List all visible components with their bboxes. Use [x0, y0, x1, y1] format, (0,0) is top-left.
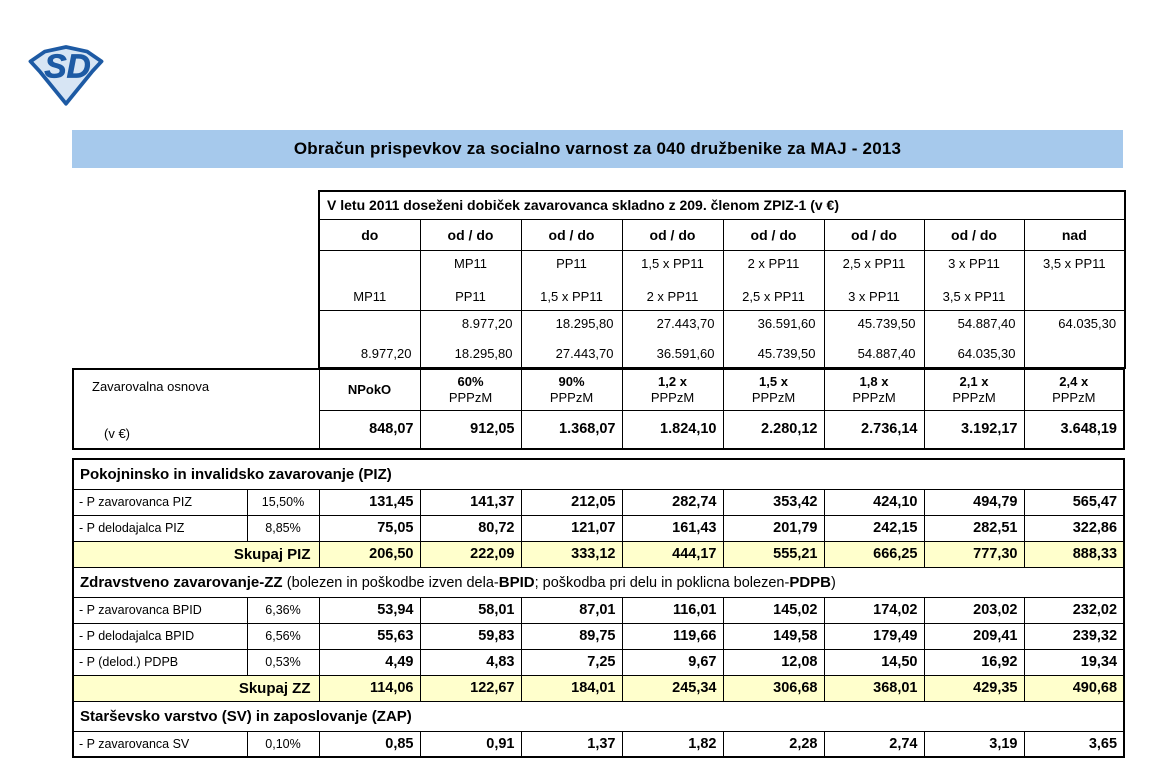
range-upper-value: MP11 — [454, 255, 487, 271]
contribution-amount-cell: 9,67 — [622, 649, 723, 675]
contribution-amount-cell: 322,86 — [1024, 515, 1124, 541]
base-column-header — [824, 369, 924, 410]
range-lower-value: 64.035,30 — [957, 346, 1016, 361]
contributions-table — [72, 458, 1125, 758]
contribution-amount-cell: 0,85 — [319, 731, 420, 757]
range-amounts-cell — [824, 310, 924, 368]
insurance-base-label: Zavarovalna osnova — [92, 379, 210, 394]
total-amount-cell: 333,12 — [521, 541, 622, 567]
range-lower-value: MP11 — [353, 288, 387, 304]
contribution-amount-cell: 55,63 — [319, 623, 420, 649]
base-amount-cell: 912,05 — [420, 410, 521, 449]
insurance-base-unit: (v €) — [104, 426, 130, 441]
range-upper-value — [328, 316, 412, 331]
contribution-amount-cell: 87,01 — [521, 597, 622, 623]
range-upper-value: 64.035,30 — [1058, 315, 1117, 331]
contribution-amount-cell: 145,02 — [723, 597, 824, 623]
contribution-amount-cell: 58,01 — [420, 597, 521, 623]
range-label: od / do — [723, 219, 824, 250]
profit-ranges-table — [318, 190, 1126, 369]
range-upper-value: 54.887,40 — [957, 315, 1016, 331]
contribution-rate: 0,53% — [247, 649, 319, 675]
section-title-bold-segment: BPID — [498, 573, 535, 591]
total-amount-cell: 429,35 — [924, 675, 1024, 701]
insurance-base-table — [72, 368, 1125, 450]
range-amounts-cell — [1024, 310, 1125, 368]
base-column-unit: PPPzM — [549, 390, 594, 406]
logo-letters: SD — [44, 48, 91, 86]
contribution-amount-cell: 116,01 — [622, 597, 723, 623]
range-upper-value: 36.591,60 — [757, 315, 816, 331]
base-amount-cell: 2.736,14 — [824, 410, 924, 449]
total-row — [73, 675, 1124, 701]
contribution-rate: 15,50% — [247, 489, 319, 515]
contribution-label: - P delodajalca BPID — [73, 623, 247, 649]
contribution-amount-cell: 232,02 — [1024, 597, 1124, 623]
range-upper-value: PP11 — [556, 255, 587, 271]
contribution-amount-cell: 14,50 — [824, 649, 924, 675]
contribution-amount-cell: 141,37 — [420, 489, 521, 515]
base-column-multiplier: 1,8 x — [859, 374, 889, 390]
total-label: Skupaj ZZ — [73, 675, 319, 701]
base-column-multiplier: 60% — [457, 374, 484, 390]
contribution-label: - P (delod.) PDPB — [73, 649, 247, 675]
contribution-amount-cell: 174,02 — [824, 597, 924, 623]
range-lower-value: 1,5 x PP11 — [540, 288, 603, 304]
total-amount-cell: 184,01 — [521, 675, 622, 701]
sd-diamond-logo-icon — [28, 44, 104, 106]
base-column-header — [622, 369, 723, 410]
contribution-rate: 0,10% — [247, 731, 319, 757]
contribution-amount-cell: 59,83 — [420, 623, 521, 649]
range-lower-value: 54.887,40 — [857, 346, 916, 361]
contribution-amount-cell: 121,07 — [521, 515, 622, 541]
contribution-amount-cell: 12,08 — [723, 649, 824, 675]
total-label: Skupaj PIZ — [73, 541, 319, 567]
base-column-multiplier: 2,1 x — [959, 374, 989, 390]
contribution-rate: 6,56% — [247, 623, 319, 649]
total-amount-cell: 777,30 — [924, 541, 1024, 567]
range-lower-value — [1033, 289, 1117, 304]
total-amount-cell: 306,68 — [723, 675, 824, 701]
company-logo — [28, 44, 104, 111]
base-column-unit: PPPzM — [650, 390, 695, 406]
base-column-unit: PPPzM — [751, 390, 796, 406]
contribution-amount-cell: 3,65 — [1024, 731, 1124, 757]
range-amounts-cell — [420, 310, 521, 368]
range-lower-value: 18.295,80 — [454, 346, 513, 361]
contribution-amount-cell: 282,51 — [924, 515, 1024, 541]
contribution-amount-cell: 89,75 — [521, 623, 622, 649]
contribution-amount-cell: 242,15 — [824, 515, 924, 541]
range-amounts-cell — [924, 310, 1024, 368]
insurance-base-label-cell — [73, 369, 319, 449]
total-amount-cell: 245,34 — [622, 675, 723, 701]
contribution-amount-cell: 3,19 — [924, 731, 1024, 757]
base-column-unit: PPPzM — [952, 390, 996, 406]
range-label: od / do — [521, 219, 622, 250]
base-column-unit: PPPzM — [852, 390, 896, 406]
section-title-normal-segment: (bolezen in poškodbe izven dela- — [286, 574, 499, 591]
contribution-amount-cell: 149,58 — [723, 623, 824, 649]
section-title — [73, 459, 1124, 489]
range-upper-value — [328, 256, 412, 271]
base-column-multiplier: 2,4 x — [1059, 374, 1089, 390]
section-title-bold-segment: Pokojninsko in invalidsko zavarovanje (PIZ) — [80, 465, 392, 483]
contribution-amount-cell: 7,25 — [521, 649, 622, 675]
page-title: Obračun prispevkov za socialno varnost za 040 družbenike za MAJ - 2013 — [72, 130, 1123, 168]
range-bounds-cell — [521, 250, 622, 310]
total-row — [73, 541, 1124, 567]
contribution-amount-cell: 0,91 — [420, 731, 521, 757]
contribution-amount-cell: 119,66 — [622, 623, 723, 649]
contribution-rate: 6,36% — [247, 597, 319, 623]
base-amount-cell: 1.824,10 — [622, 410, 723, 449]
total-amount-cell: 368,01 — [824, 675, 924, 701]
base-column-unit: PPPzM — [1052, 390, 1096, 406]
range-bounds-cell — [319, 250, 420, 310]
base-column-header — [924, 369, 1024, 410]
range-lower-value: 27.443,70 — [555, 346, 614, 361]
contribution-amount-cell: 565,47 — [1024, 489, 1124, 515]
contribution-amount-cell: 53,94 — [319, 597, 420, 623]
base-column-header — [723, 369, 824, 410]
range-label: od / do — [420, 219, 521, 250]
range-lower-value: 8.977,20 — [360, 346, 412, 361]
base-amount-cell: 3.192,17 — [924, 410, 1024, 449]
range-upper-value: 45.739,50 — [857, 315, 916, 331]
range-bounds-cell — [723, 250, 824, 310]
base-amount-cell: 848,07 — [319, 410, 420, 449]
base-column-header — [521, 369, 622, 410]
range-label: do — [319, 219, 420, 250]
contribution-label: - P zavarovanca PIZ — [73, 489, 247, 515]
range-upper-value: 18.295,80 — [555, 315, 614, 331]
contribution-amount-cell: 4,83 — [420, 649, 521, 675]
range-bounds-cell — [1024, 250, 1125, 310]
base-column-header — [420, 369, 521, 410]
contribution-amount-cell: 1,82 — [622, 731, 723, 757]
range-upper-value: 8.977,20 — [461, 315, 513, 331]
range-lower-value: 2 x PP11 — [646, 288, 699, 304]
base-column-multiplier: 1,5 x — [759, 374, 788, 390]
total-amount-cell: 555,21 — [723, 541, 824, 567]
contribution-amount-cell: 424,10 — [824, 489, 924, 515]
section-title — [73, 701, 1124, 731]
range-amounts-cell — [521, 310, 622, 368]
range-upper-value: 3 x PP11 — [948, 255, 1000, 271]
range-upper-value: 3,5 x PP11 — [1042, 255, 1106, 271]
range-bounds-cell — [622, 250, 723, 310]
contribution-amount-cell: 1,37 — [521, 731, 622, 757]
contribution-amount-cell: 161,43 — [622, 515, 723, 541]
section-title-normal-segment: ) — [831, 574, 836, 591]
range-upper-value: 2 x PP11 — [747, 255, 800, 271]
contribution-amount-cell: 19,34 — [1024, 649, 1124, 675]
contribution-amount-cell: 212,05 — [521, 489, 622, 515]
base-column-header — [1024, 369, 1124, 410]
total-amount-cell: 444,17 — [622, 541, 723, 567]
base-column-header — [319, 369, 420, 410]
section-title-bold-segment: Zdravstveno zavarovanje-ZZ — [80, 573, 287, 591]
contribution-amount-cell: 494,79 — [924, 489, 1024, 515]
range-amounts-cell — [319, 310, 420, 368]
total-amount-cell: 222,09 — [420, 541, 521, 567]
section-title-normal-segment: ; poškodba pri delu in poklicna bolezen- — [534, 574, 790, 591]
contribution-amount-cell: 131,45 — [319, 489, 420, 515]
range-label: od / do — [622, 219, 723, 250]
contribution-label: - P delodajalca PIZ — [73, 515, 247, 541]
range-lower-value: PP11 — [455, 288, 486, 304]
range-amounts-cell — [622, 310, 723, 368]
contribution-amount-cell: 4,49 — [319, 649, 420, 675]
base-column-unit: PPPzM — [448, 390, 493, 406]
profit-table-header: V letu 2011 doseženi dobiček zavarovanca skladno z 209. členom ZPIZ-1 (v €) — [319, 191, 1125, 219]
contribution-amount-cell: 201,79 — [723, 515, 824, 541]
range-bounds-cell — [420, 250, 521, 310]
contribution-amount-cell: 239,32 — [1024, 623, 1124, 649]
section-title-bold-segment: Starševsko varstvo (SV) in zaposlovanje (ZAP) — [80, 707, 412, 725]
section-title — [73, 567, 1124, 597]
base-column-multiplier: NPokO — [347, 382, 392, 398]
contribution-amount-cell: 75,05 — [319, 515, 420, 541]
range-bounds-cell — [924, 250, 1024, 310]
contribution-amount-cell: 282,74 — [622, 489, 723, 515]
total-amount-cell: 666,25 — [824, 541, 924, 567]
contribution-amount-cell: 80,72 — [420, 515, 521, 541]
range-lower-value: 36.591,60 — [656, 346, 715, 361]
total-amount-cell: 206,50 — [319, 541, 420, 567]
contribution-rate: 8,85% — [247, 515, 319, 541]
base-amount-cell: 2.280,12 — [723, 410, 824, 449]
contribution-label: - P zavarovanca SV — [73, 731, 247, 757]
range-label: od / do — [824, 219, 924, 250]
range-upper-value: 27.443,70 — [656, 315, 715, 331]
contribution-amount-cell: 2,28 — [723, 731, 824, 757]
section-title-bold-segment: PDPB — [789, 573, 831, 591]
range-label: nad — [1024, 219, 1125, 250]
contribution-amount-cell: 2,74 — [824, 731, 924, 757]
base-column-multiplier: 1,2 x — [658, 374, 687, 390]
range-lower-value: 45.739,50 — [757, 346, 816, 361]
range-lower-value: 2,5 x PP11 — [742, 288, 805, 304]
range-lower-value: 3,5 x PP11 — [942, 288, 1006, 304]
total-amount-cell: 490,68 — [1024, 675, 1124, 701]
range-lower-value: 3 x PP11 — [848, 288, 900, 304]
contribution-amount-cell: 179,49 — [824, 623, 924, 649]
total-amount-cell: 122,67 — [420, 675, 521, 701]
base-column-multiplier: 90% — [558, 374, 585, 390]
total-amount-cell: 114,06 — [319, 675, 420, 701]
range-upper-value: 2,5 x PP11 — [842, 255, 906, 271]
contribution-amount-cell: 353,42 — [723, 489, 824, 515]
range-amounts-cell — [723, 310, 824, 368]
range-lower-value — [1033, 346, 1117, 361]
total-amount-cell: 888,33 — [1024, 541, 1124, 567]
contribution-amount-cell: 16,92 — [924, 649, 1024, 675]
range-upper-value: 1,5 x PP11 — [641, 255, 704, 271]
range-label: od / do — [924, 219, 1024, 250]
base-amount-cell: 3.648,19 — [1024, 410, 1124, 449]
contribution-amount-cell: 209,41 — [924, 623, 1024, 649]
range-bounds-cell — [824, 250, 924, 310]
contribution-amount-cell: 203,02 — [924, 597, 1024, 623]
contribution-label: - P zavarovanca BPID — [73, 597, 247, 623]
base-amount-cell: 1.368,07 — [521, 410, 622, 449]
